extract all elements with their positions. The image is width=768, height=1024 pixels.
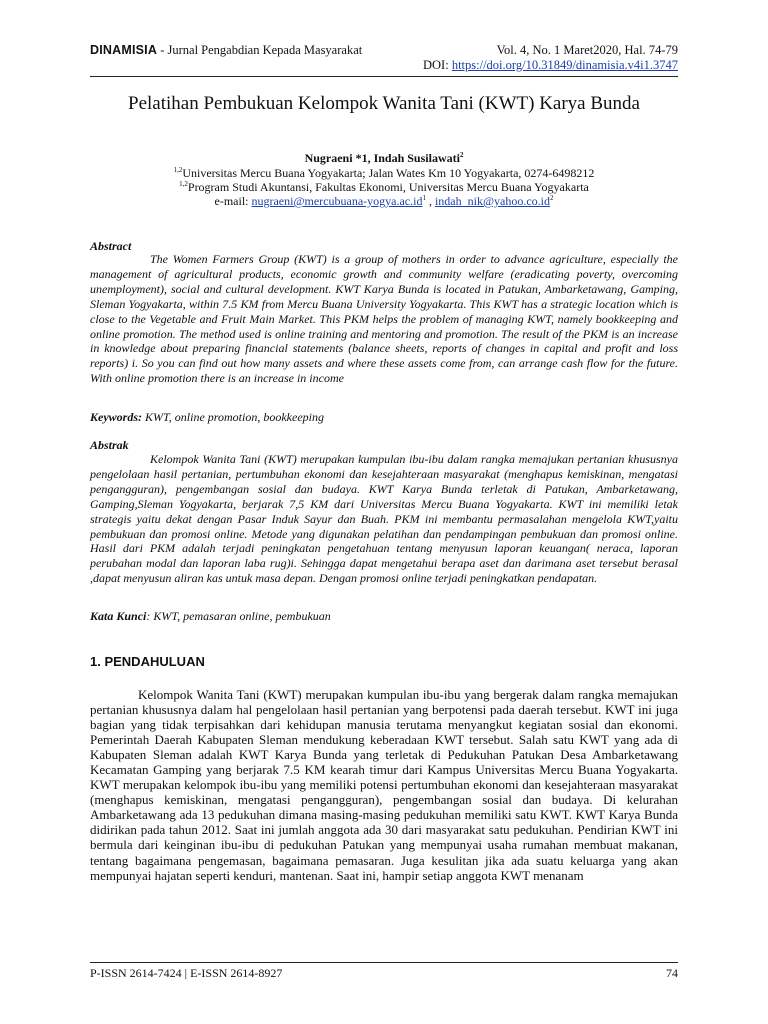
affiliation-1 — [90, 166, 678, 181]
keywords-en-label: Keywords: — [90, 410, 142, 424]
keywords-id-text: : KWT, pemasaran online, pembukuan — [146, 609, 331, 623]
affiliation-2 — [90, 180, 678, 195]
paper-title: Pelatihan Pembukuan Kelompok Wanita Tani (KWT) Karya Bunda — [128, 93, 640, 114]
keywords-id-label: Kata Kunci — [90, 609, 147, 623]
affil2-sup: 1,2 — [179, 180, 188, 188]
email-separator: , — [425, 194, 435, 208]
journal-name: DINAMISIA — [90, 43, 158, 57]
abstract-id-text: Kelompok Wanita Tani (KWT) merupakan kumpulan ibu-ibu dalam rangka memajukan pertanian khususnya pengelolaan hasil pertanian, pertumbuhan ekonomi dan kesejahteraan masyarakat (menghapus kemiskinan, mengatasi pengangguran), pengembangan sosial dan budaya. KWT Karya Bunda terletak di Patukan, Ambarketawang, Gamping,Sleman Yogyakarta, berjarak 7,5 KM dari Universitas Mercu Buana Yogyakarta. KWT ini memiliki letak strategis yaitu dekat dengan Pasar Induk Sayur dan Buah. PKM ini membantu permasalahan mengelola KWT,yaitu pembukuan dan promosi online. Metode yang digunakan pelatihan dan pendampingan pembukuan dan promosi online. Hasil dari PKM adalah terjadi peningkatan pengetahuan tentang menyusun laporan keuangan( neraca, laporan perubahan modal dan laporan laba rug)i. Sehingga dapat mengetahui berapa aset dan darimana aset tersebut berasal ,dapat menyusun aliran kas untuk masa depan. Dengan promosi online terjadi peningkatkan pendapatan. — [90, 452, 678, 586]
doi-line — [423, 58, 678, 73]
keywords-id — [90, 609, 678, 624]
authors-text: Nugraeni *1, Indah Susilawati — [304, 151, 460, 165]
footer-issn: P-ISSN 2614-7424 | E-ISSN 2614-8927 — [90, 966, 283, 980]
doi-link[interactable]: https://doi.org/10.31849/dinamisia.v4i1.3747 — [451, 58, 678, 72]
abstract-en-label: Abstract — [90, 239, 132, 253]
journal-header — [90, 43, 362, 58]
volume-info: Vol. 4, No. 1 Maret2020, Hal. 74-79 — [496, 43, 678, 57]
author-sup: 2 — [459, 151, 464, 159]
abstract-en-text: The Women Farmers Group (KWT) is a group of mothers in order to advance agriculture, especially the management of agricultural products, economic growth and community welfare (eradicating poverty, overcoming unemployment), social and cultural development. KWT Karya Bunda is located in Patukan, Ambarketawang, Gamping, Sleman Yogyakarta, within 7.5 KM from Mercu Buana University Yogyakarta. This KWT has a strategic location which is close to the Vegetable and Fruit Main Market. This PKM helps the problem of managing KWT, namely bookkeeping and online promotion. The method used is online training and mentoring and promotion. The result of the PKM is an increase in knowledge about preparing financial statements (balance sheets, reports of changes in capital and profit and loss reports) i. So you can find out how many assets and where these assets come from, can arrange cash flow for the future. With online promotion there is an increase in income — [90, 252, 678, 386]
email-label: e-mail: — [214, 194, 252, 208]
author-names — [90, 151, 678, 166]
affil1-sup: 1,2 — [173, 166, 183, 174]
doi-label: DOI: — [423, 58, 452, 72]
keywords-en — [90, 410, 678, 425]
page-number: 74 — [666, 966, 678, 980]
abstract-id-label: Abstrak — [90, 438, 129, 452]
keywords-en-text: KWT, online promotion, bookkeeping — [142, 410, 324, 424]
section-heading-pendahuluan: 1. PENDAHULUAN — [90, 654, 205, 669]
email1-sup: 1 — [422, 194, 426, 202]
email-line — [90, 194, 678, 209]
email-link-1[interactable]: nugraeni@mercubuana-yogya.ac.id — [251, 194, 423, 208]
journal-subtitle: - Jurnal Pengabdian Kepada Masyarakat — [157, 43, 363, 57]
header-divider — [90, 76, 678, 77]
footer-divider — [90, 962, 678, 963]
affil2-text: Program Studi Akuntansi, Fakultas Ekonomi, Universitas Mercu Buana Yogyakarta — [187, 180, 589, 194]
affil1-text: Universitas Mercu Buana Yogyakarta; Jalan Wates Km 10 Yogyakarta, 0274-6498212 — [182, 166, 595, 180]
section-body-pendahuluan: Kelompok Wanita Tani (KWT) merupakan kumpulan ibu-ibu yang bergerak dalam rangka memajukan pertanian khususnya dalam hal pengelolaan hasil pertanian yang berpotensi pada daerah tersebut. KWT ini juga bagian yang tidak terpisahkan dari kehidupan manusia terutama menyangkut kegiatan sosial dan ekonomi. Pemerintah Daerah Kabupaten Sleman mendukung keberadaan KWT tersebut. Salah satu KWT yang ada di Kabupaten Sleman adalah KWT Karya Bunda yang terletak di Pedukuhan Patukan Desa Ambarketawang Kecamatan Gamping yang berjarak 7.5 KM kearah timur dari Kampus Universitas Mercu Buana Yogyakarta. KWT merupakan kelompok ibu-ibu yang memiliki potensi pertumbuhan ekonomi dan kesejahteraan masyarakat (menghapus kemiskinan, mengatasi pengangguran), pengembangan sosial dan budaya. Di kelurahan Ambarketawang ada 13 pedukuhan dimana masing-masing pedukuhan memiliki satu KWT. KWT Karya Bunda didirikan pada tahun 2012. Saat ini jumlah anggota ada 30 dari masyarakat satu pedukuhan. Pendirian KWT ini bermula dari keinginan ibu-ibu di pedukuhan Patukan yang mempunyai usaha rumahan membuat makanan, tentang bagaimana pengemasan, bagaimana pemasaran. Juga kesulitan jika ada suatu keluarga yang akan mempunyai hajatan seperti kenduri, mantenan. Saat ini, hampir setiap anggota KWT menanam — [90, 687, 678, 883]
email2-sup: 2 — [550, 194, 554, 202]
email-link-2[interactable]: indah_nik@yahoo.co.id — [434, 194, 550, 208]
